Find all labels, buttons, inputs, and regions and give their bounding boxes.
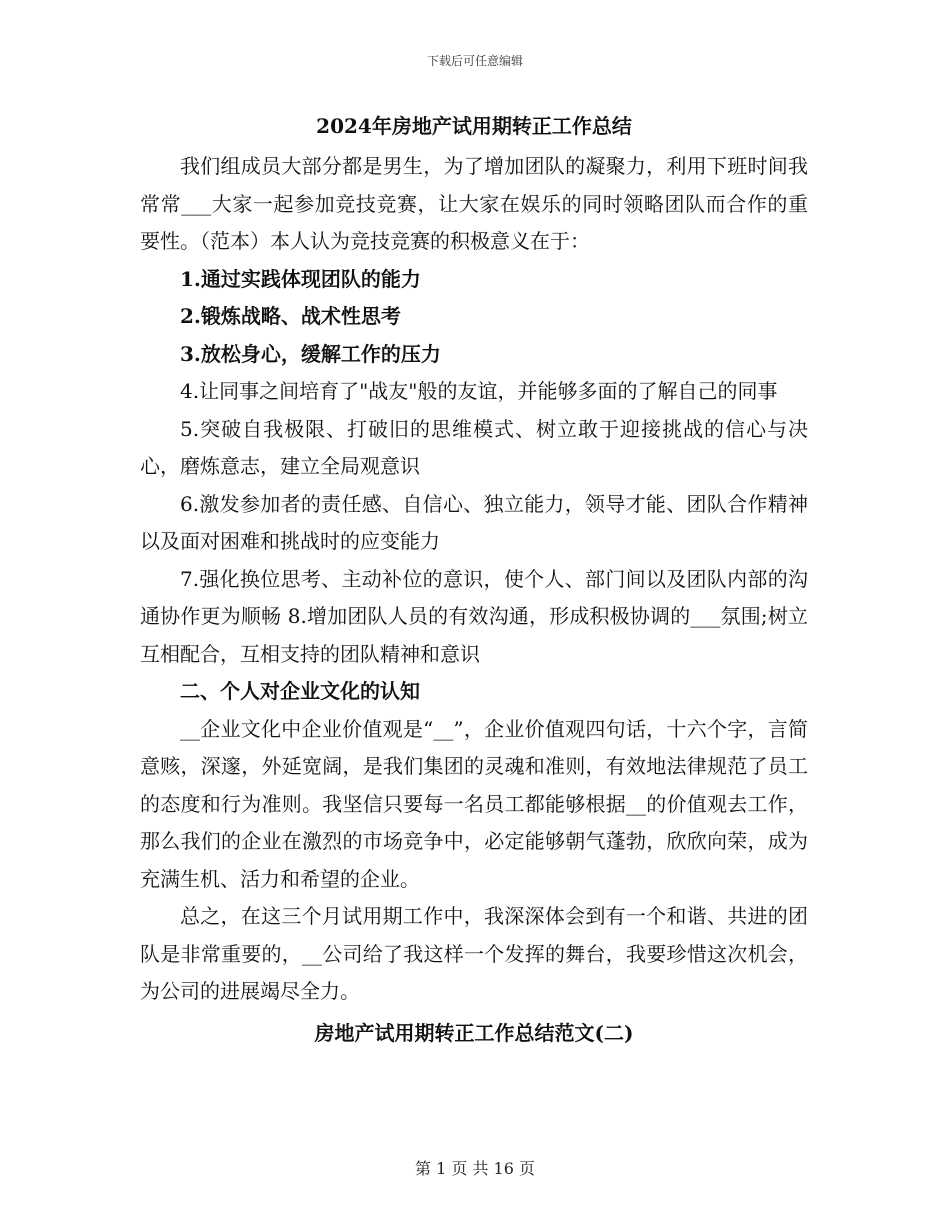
list-item-1: 1.通过实践体现团队的能力 xyxy=(180,266,421,291)
page-number: 第 1 页 共 16 页 xyxy=(415,1159,535,1178)
conclusion-paragraph: 总之，在这三个月试用期工作中，我深深体会到有一个和谐、共进的团队是非常重要的，__公司给了我这样一个发挥的舞台，我要珍惜这次机会，为公司的进展竭尽全力。 xyxy=(140,904,808,1003)
header-note: 下载后可任意编辑 xyxy=(426,54,523,68)
list-item-2: 2.锻炼战略、战术性思考 xyxy=(180,304,401,328)
list-item-4: 4.让同事之间培育了"战友"般的友谊，并能够多面的了解自己的同事 xyxy=(180,379,778,403)
list-item-6: 6.激发参加者的责任感、自信心、独立能力，领导才能、团队合作精神以及面对困难和挑战时的应变能力 xyxy=(140,491,808,553)
document-title: 2024年房地产试用期转正工作总结 xyxy=(316,114,632,138)
list-item-3: 3.放松身心，缓解工作的压力 xyxy=(180,341,441,366)
culture-paragraph: __企业文化中企业价值观是“__”，企业价值观四句话，十六个字，言简意赅，深邃，外延宽阔，是我们集团的灵魂和准则，有效地法律规范了员工的态度和行为准则。我坚信只要每一名员工都能够根据__的价值观去工作，那么我们的企业在激烈的市场竞争中，必定能够朝气蓬勃，欣欣向荣，成为充满生机、活力和希望的企业。 xyxy=(140,716,808,891)
intro-paragraph: 我们组成员大部分都是男生，为了增加团队的凝聚力，利用下班时间我常常___大家一起参加竞技竞赛，让大家在娱乐的同时领略团队而合作的重要性。（范本）本人认为竞技竞赛的积极意义在于： xyxy=(140,154,808,253)
section-heading-culture: 二、个人对企业文化的认知 xyxy=(180,679,420,703)
document-body xyxy=(140,110,808,1052)
list-item-5: 5.突破自我极限、打破旧的思维模式、树立敢于迎接挑战的信心与决心，磨炼意志，建立全局观意识 xyxy=(140,416,808,478)
next-section-title: 房地产试用期转正工作总结范文(二) xyxy=(314,1020,634,1045)
list-item-7-8: 7.强化换位思考、主动补位的意识，使个人、部门间以及团队内部的沟通协作更为顺畅 8.增加团队人员的有效沟通，形成积极协调的___氛围;树立互相配合，互相支持的团队精神和意识 xyxy=(140,566,808,666)
